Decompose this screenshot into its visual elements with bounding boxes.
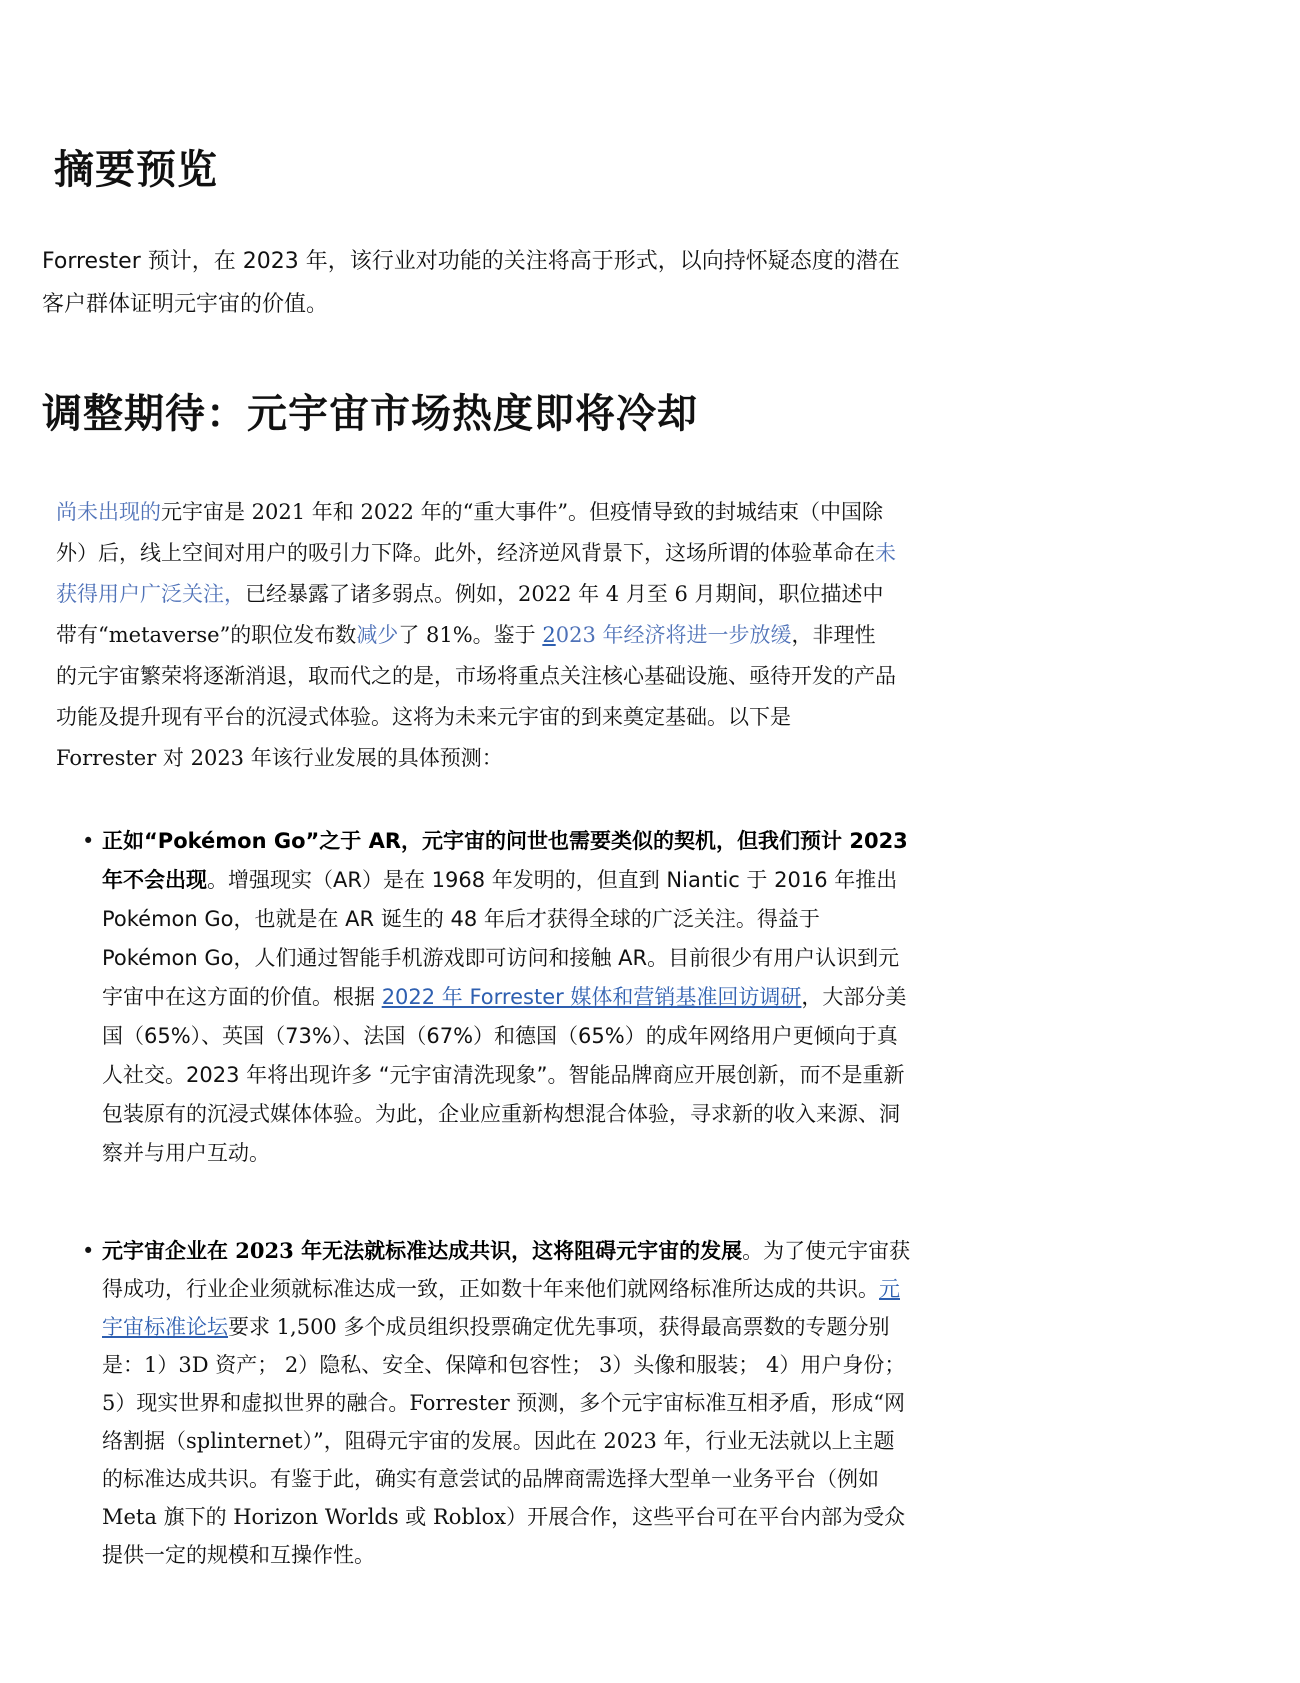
summary-heading: 摘要预览: [54, 146, 218, 193]
link-not-yet-appeared[interactable]: 尚未出现的: [56, 500, 161, 524]
link-metaverse-standards-forum[interactable]: 元宇宙标准论坛: [102, 1277, 900, 1339]
intro-text-3: 了 81%。鉴于: [398, 623, 543, 647]
bullet-icon: •: [82, 1239, 95, 1263]
bullet-2-text-1: 。为了使元宇宙获得成功，行业企业须就标准达成一致，正如数十年来他们就网络标准所达成的共识。: [102, 1239, 911, 1301]
intro-text-2: 已经暴露了诸多弱点。例如，2022 年 4 月至 6 月期间，职位描述中带有“metaverse”的职位发布数: [56, 582, 884, 647]
summary-paragraph: Forrester 预计，在 2023 年，该行业对功能的关注将高于形式，以向持怀疑态度的潜在客户群体证明元宇宙的价值。: [42, 249, 900, 317]
link-decrease[interactable]: 减少: [356, 623, 399, 647]
link-2023-economy-a[interactable]: 2: [542, 623, 556, 647]
link-forrester-benchmark[interactable]: 2022 年 Forrester 媒体和营销基准回访调研: [381, 985, 802, 1009]
bullet-2-text-2: 要求 1,500 多个成员组织投票确定优先事项，获得最高票数的专题分别是：1）3D 资产； 2）隐私、安全、保障和包容性； 3）头像和服装； 4）用户身份；5）现实世界和虚拟世界的融合。Forrester 预测，多个元宇宙标准互相矛盾，形成“网络割据（splinternet）”，阻碍元宇宙的发展。因此在 2023 年，行业无法就以上主题的标准达成共识。有鉴于此，确实有意尝试的品牌商需选择大型单一业务平台（例如 Meta 旗下的 Horizon Worlds 或 Roblox）开展合作，这些平台可在平台内部为受众提供一定的规模和互操作性。: [102, 1315, 906, 1567]
intro-text-4: ，非理性的元宇宙繁荣将逐渐消退，取而代之的是，市场将重点关注核心基础设施、亟待开发的产品功能及提升现有平台的沉浸式体验。这将为未来元宇宙的到来奠定基础。以下是 Forrester 对 2023 年该行业发展的具体预测：: [56, 623, 896, 770]
bullet-icon: •: [82, 829, 95, 853]
bullet-1-bold: 正如“Pokémon Go”之于 AR，元宇宙的问世也需要类似的契机，但我们预计 2023 年不会出现: [102, 829, 908, 892]
link-no-wide-attention[interactable]: 未获得用户广泛关注，: [56, 541, 896, 606]
list-item: [82, 822, 912, 1173]
expectations-heading: 调整期待：元宇宙市场热度即将冷却: [42, 391, 698, 437]
intro-paragraph: [56, 492, 896, 779]
intro-text-1: 元宇宙是 2021 年和 2022 年的“重大事件”。但疫情导致的封城结束（中国除外）后，线上空间对用户的吸引力下降。此外，经济逆风背景下，这场所谓的体验革命在: [56, 500, 884, 565]
list-item: [82, 1232, 912, 1574]
bullet-2-bold: 元宇宙企业在 2023 年无法就标准达成共识，这将阻碍元宇宙的发展: [102, 1238, 743, 1263]
link-2023-economy-b[interactable]: 023 年经济将进一步放缓: [555, 623, 792, 647]
bullet-1-text-2: ，大部分美国（65%）、英国（73%）、法国（67%）和德国（65%）的成年网络用户更倾向于真人社交。2023 年将出现许多 “元宇宙清洗现象”。智能品牌商应开展创新，而不是重新包装原有的沉浸式媒体体验。为此，企业应重新构想混合体验，寻求新的收入来源、洞察并与用户互动。: [102, 985, 907, 1165]
bullet-1-text-1: 。增强现实（AR）是在 1968 年发明的，但直到 Niantic 于 2016 年推出 Pokémon Go，也就是在 AR 诞生的 48 年后才获得全球的广泛关注。得益于 Pokémon Go，人们通过智能手机游戏即可访问和接触 AR。目前很少有用户认识到元宇宙中在这方面的价值。根据: [102, 868, 900, 1009]
